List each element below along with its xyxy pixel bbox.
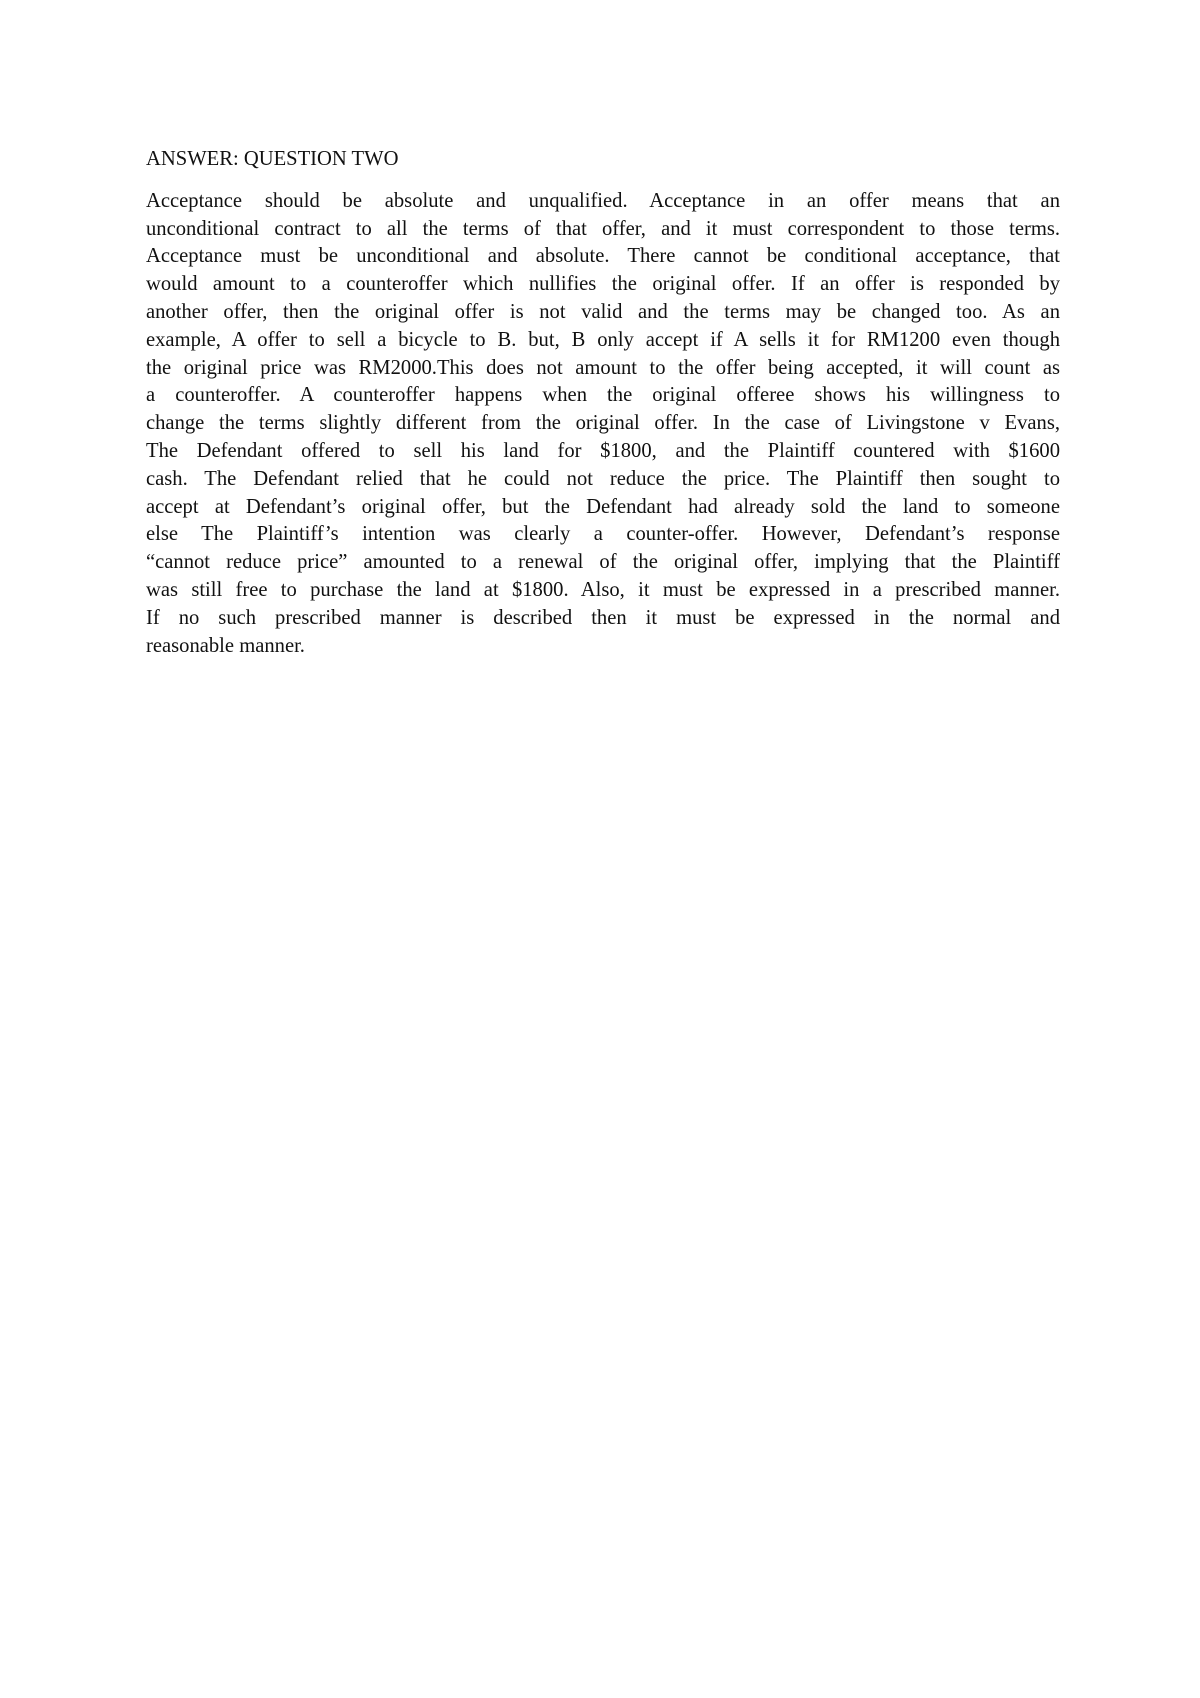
paragraph-line: would amount to a counteroffer which nullifies the original offer. If an offer is responded by (146, 273, 1060, 296)
answer-paragraph (146, 188, 1060, 661)
paragraph-line: the original price was RM2000.This does not amount to the offer being accepted, it will count as (146, 356, 1060, 379)
paragraph-line: unconditional contract to all the terms of that offer, and it must correspondent to those terms. (146, 217, 1060, 240)
paragraph-line: Acceptance should be absolute and unqualified. Acceptance in an offer means that an (146, 189, 1060, 212)
document-body (146, 146, 1060, 660)
paragraph-line: cash. The Defendant relied that he could not reduce the price. The Plaintiff then sought to (146, 467, 1060, 490)
paragraph-line: “cannot reduce price” amounted to a renewal of the original offer, implying that the Plaintiff (146, 551, 1060, 574)
paragraph-line: The Defendant offered to sell his land for $1800, and the Plaintiff countered with $1600 (146, 439, 1060, 462)
answer-heading: ANSWER: QUESTION TWO (146, 148, 399, 170)
paragraph-line: was still free to purchase the land at $1800. Also, it must be expressed in a prescribed manner. (146, 578, 1060, 601)
paragraph-line: example, A offer to sell a bicycle to B. but, B only accept if A sells it for RM1200 even though (146, 328, 1060, 351)
paragraph-line: If no such prescribed manner is described then it must be expressed in the normal and (146, 606, 1060, 629)
paragraph-line: change the terms slightly different from the original offer. In the case of Livingstone v Evans, (146, 412, 1060, 435)
paragraph-line: Acceptance must be unconditional and absolute. There cannot be conditional acceptance, that (146, 245, 1060, 268)
paragraph-line: another offer, then the original offer is not valid and the terms may be changed too. As an (146, 300, 1060, 323)
paragraph-line: reasonable manner. (146, 634, 305, 657)
paragraph-line: else The Plaintiff’s intention was clearly a counter-offer. However, Defendant’s response (146, 523, 1060, 546)
paragraph-line: accept at Defendant’s original offer, but the Defendant had already sold the land to someone (146, 495, 1060, 518)
paragraph-line: a counteroffer. A counteroffer happens when the original offeree shows his willingness to (146, 384, 1060, 407)
